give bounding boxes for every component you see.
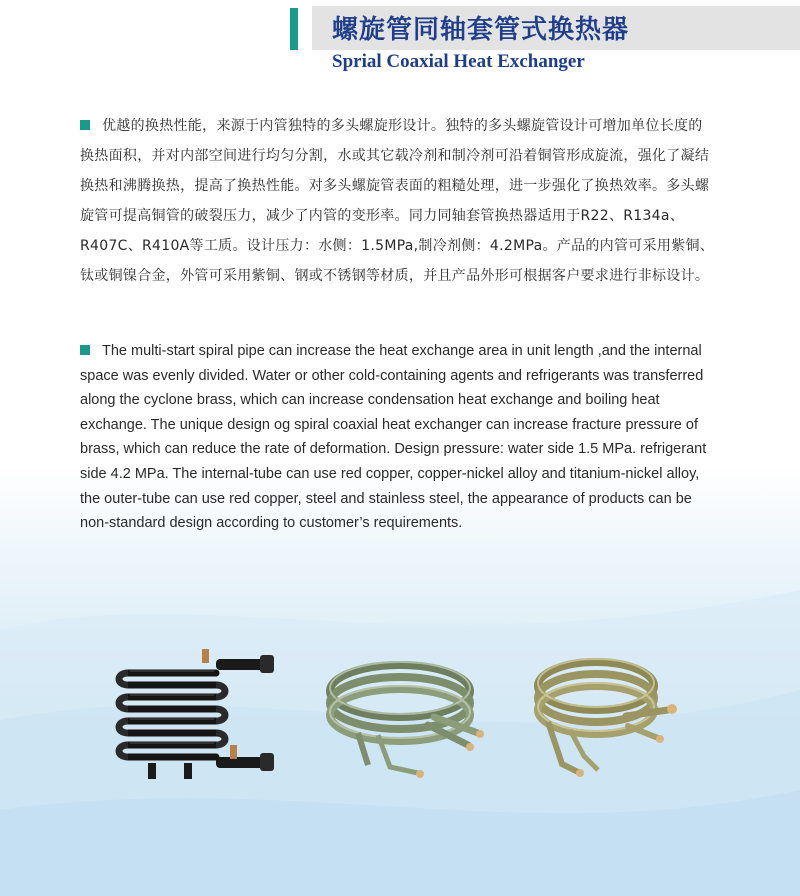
paragraph-chinese-text: 优越的换热性能，来源于内管独特的多头螺旋形设计。独特的多头螺旋管设计可增加单位长度的换热面积，并对内部空间进行均匀分割，水或其它载冷剂和制冷剂可沿着铜管形成旋流，强化了凝结换热和沸腾换热，提高了换热性能。对多头螺旋管表面的粗糙处理，进一步强化了换热效率。多头螺旋管可提高铜管的破裂压力，减少了内管的变形率。同力同轴套管换热器适用于R22、R134a、R407C、R410A等工质。设计压力：水侧：1.5MPa,制冷剂侧：4.2MPa。产品的内管可采用紫铜、钛或铜镍合金，外管可采用紫铜、钢或不锈钢等材质，并且产品外形可根据客户要求进行非标设计。 bbox=[80, 118, 715, 284]
product-image-black-coil bbox=[112, 645, 292, 785]
paragraph-chinese bbox=[80, 111, 716, 291]
paragraph-english bbox=[80, 339, 716, 536]
paragraph-english-text: The multi-start spiral pipe can increase the heat exchange area in unit length ,and the internal space was evenly divided. Water or other cold-containing agents and refrigerants was transferred along the cyclone brass, which can increase condensation heat exchange and boiling heat exchange. The unique design og spiral coaxial heat exchanger can increase fracture pressure of brass, which can reduce the rate of deformation. Design pressure: water side 1.5 MPa. refrigerant side 4.2 MPa. The internal-tube can use red copper, copper-nickel alloy and titanium-nickel alloy, the outer-tube can use red copper, steel and stainless steel, the appearance of products can be non-standard design according to customer’s requirements. bbox=[80, 343, 707, 532]
product-image-round-coil bbox=[518, 652, 693, 792]
square-bullet-icon bbox=[80, 345, 90, 355]
product-image-oval-coil bbox=[318, 655, 498, 790]
square-bullet-icon bbox=[80, 120, 90, 130]
title-accent-bar bbox=[290, 8, 298, 50]
page-title: 螺旋管同轴套管式换热器 bbox=[332, 15, 630, 45]
page-subtitle: Sprial Coaxial Heat Exchanger bbox=[332, 51, 585, 72]
